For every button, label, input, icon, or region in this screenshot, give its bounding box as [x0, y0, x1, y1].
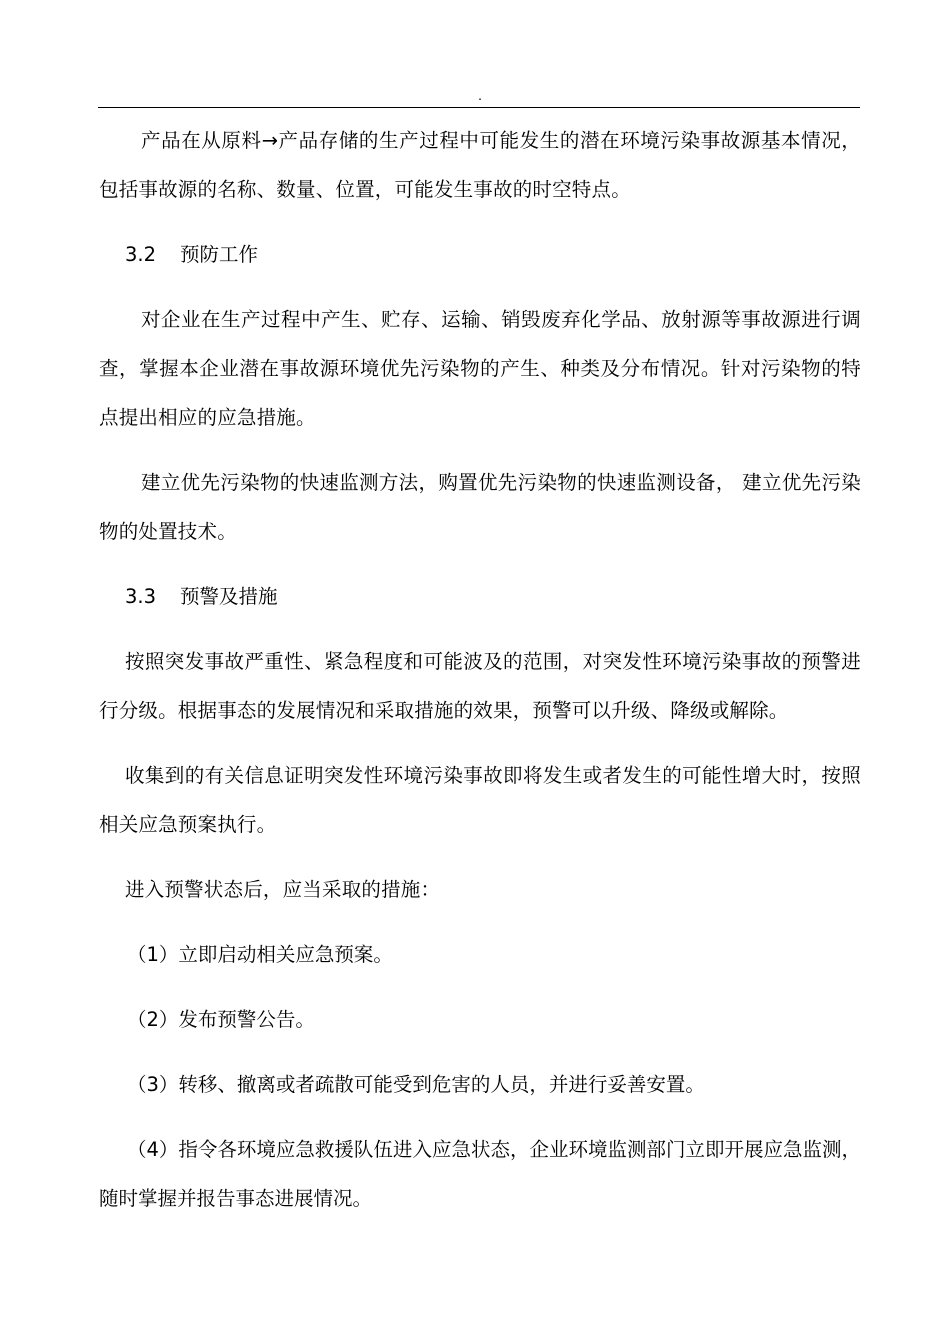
list-item-2: （2）发布预警公告。 — [127, 1008, 315, 1031]
section-title: 预警及措施 — [180, 585, 278, 608]
header-rule — [98, 107, 860, 108]
paragraph-information-collection: 收集到的有关信息证明突发性环境污染事故即将发生或者发生的可能性增大时，按照相关应急预案执行。 — [99, 764, 861, 836]
paragraph-warning-levels: 按照突发事故严重性、紧急程度和可能波及的范围，对突发性环境污染事故的预警进行分级。根据事态的发展情况和采取措施的效果，预警可以升级、降级或解除。 — [99, 650, 861, 722]
section-number: 3.3 — [125, 585, 157, 608]
section-heading-3-3 — [99, 572, 861, 621]
section-title: 预防工作 — [180, 243, 259, 266]
paragraph-prevention-survey: 对企业在生产过程中产生、贮存、运输、销毁废弃化学品、放射源等事故源进行调查，掌握本企业潜在事故源环境优先污染物的产生、种类及分布情况。针对污染物的特点提出相应的应急措施。 — [99, 308, 861, 429]
paragraph-monitoring-methods: 建立优先污染物的快速监测方法，购置优先污染物的快速监测设备， 建立优先污染物的处置技术。 — [99, 471, 861, 543]
list-item-3: （3）转移、撤离或者疏散可能受到危害的人员，并进行妥善安置。 — [127, 1073, 705, 1096]
document-body — [99, 116, 861, 1223]
header-mark: . — [478, 89, 482, 103]
list-item-4: （4）指令各环境应急救援队伍进入应急状态，企业环境监测部门立即开展应急监测，随时掌握并报告事态进展情况。 — [99, 1138, 861, 1210]
section-heading-3-2 — [99, 230, 861, 279]
section-number: 3.2 — [125, 243, 157, 266]
paragraph-accident-sources: 产品在从原料→产品存储的生产过程中可能发生的潜在环境污染事故源基本情况，包括事故源的名称、数量、位置，可能发生事故的时空特点。 — [99, 129, 861, 201]
list-item-1: （1）立即启动相关应急预案。 — [127, 943, 393, 966]
paragraph-warning-measures-intro: 进入预警状态后，应当采取的措施： — [125, 878, 441, 901]
